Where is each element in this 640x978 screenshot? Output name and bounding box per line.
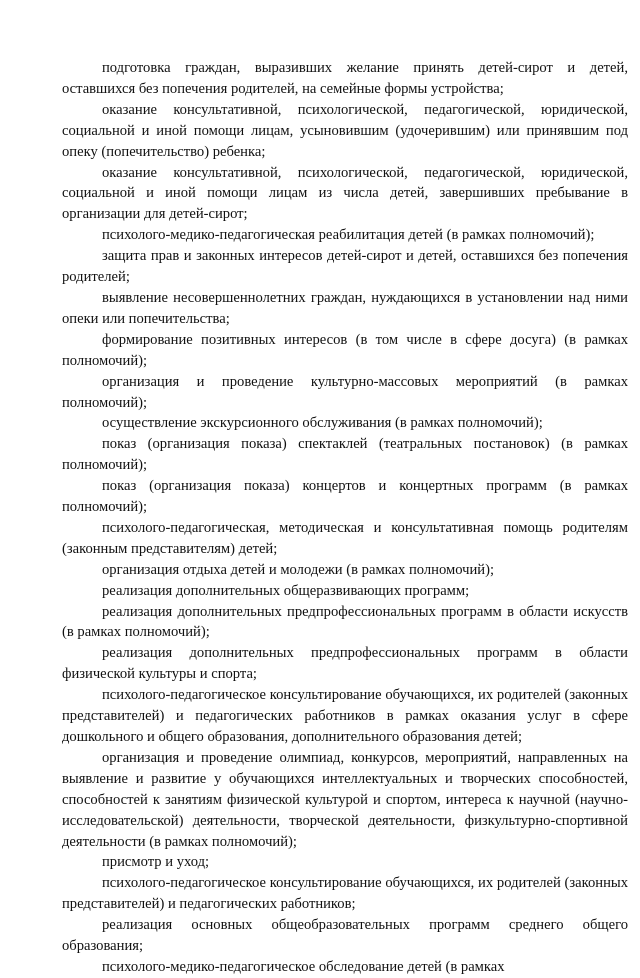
list-item: выявление несовершеннолетних граждан, нуждающихся в установлении над ними опеки или попечительства; <box>62 289 628 327</box>
list-item: психолого-медико-педагогическая реабилитация детей (в рамках полномочий); <box>102 227 595 244</box>
list-item: психолого-педагогическая, методическая и консультативная помощь родителям (законным представителям) детей; <box>62 519 628 557</box>
list-item: психолого-педагогическое консультирование обучающихся, их родителей (законных представителей) и педагогических работников; <box>62 875 628 913</box>
list-item: присмотр и уход; <box>102 854 210 871</box>
list-item: организация и проведение олимпиад, конкурсов, мероприятий, направленных на выявление и развитие у обучающихся интеллектуальных и творческих способностей, способностей к занятиям физической культурой и спортом, интереса к научной (научно-исследовательской) деятельности, творческой деятельности, физкультурно-спортивной деятельности (в рамках полномочий); <box>62 749 628 850</box>
list-item: показ (организация показа) концертов и концертных программ (в рамках полномочий); <box>62 478 628 516</box>
list-item: реализация дополнительных предпрофессиональных программ в области искусств (в рамках полномочий); <box>62 603 628 641</box>
list-item: формирование позитивных интересов (в том числе в сфере досуга) (в рамках полномочий); <box>62 331 628 369</box>
list-item: осуществление экскурсионного обслуживания (в рамках полномочий); <box>102 415 543 432</box>
list-item: организация и проведение культурно-массовых мероприятий (в рамках полномочий); <box>62 373 628 411</box>
list-item: подготовка граждан, выразивших желание принять детей-сирот и детей, оставшихся без попечения родителей, на семейные формы устройства; <box>62 60 628 97</box>
list-item: оказание консультативной, психологической, педагогической, юридической, социальной и иной помощи лицам, усыновившим (удочерившим) или принявшим под опеку (попечительство) ребенка; <box>62 101 628 160</box>
list-item: организация отдыха детей и молодежи (в рамках полномочий); <box>102 561 495 578</box>
list-item: показ (организация показа) спектаклей (театральных постановок) (в рамках полномочий); <box>62 436 628 474</box>
list-item: реализация дополнительных общеразвивающих программ; <box>102 582 470 599</box>
list-item: защита прав и законных интересов детей-сирот и детей, оставшихся без попечения родителей; <box>62 248 628 286</box>
list-item: реализация дополнительных предпрофессиональных программ в области физической культуры и спорта; <box>62 645 628 683</box>
list-item: психолого-медико-педагогическое обследование детей (в рамках <box>102 958 505 975</box>
list-item: психолого-педагогическое консультирование обучающихся, их родителей (законных представителей) и педагогических работников в рамках оказания услуг в сфере дошкольного и общего образования, дополнительного образования детей; <box>62 687 628 745</box>
list-item: реализация основных общеобразовательных программ среднего общего образования; <box>62 917 628 955</box>
list-item: оказание консультативной, психологической, педагогической, юридической, социальной и иной помощи лицам из числа детей, завершивших пребывание в организации для детей-сирот; <box>62 164 628 223</box>
document-page <box>62 58 628 978</box>
